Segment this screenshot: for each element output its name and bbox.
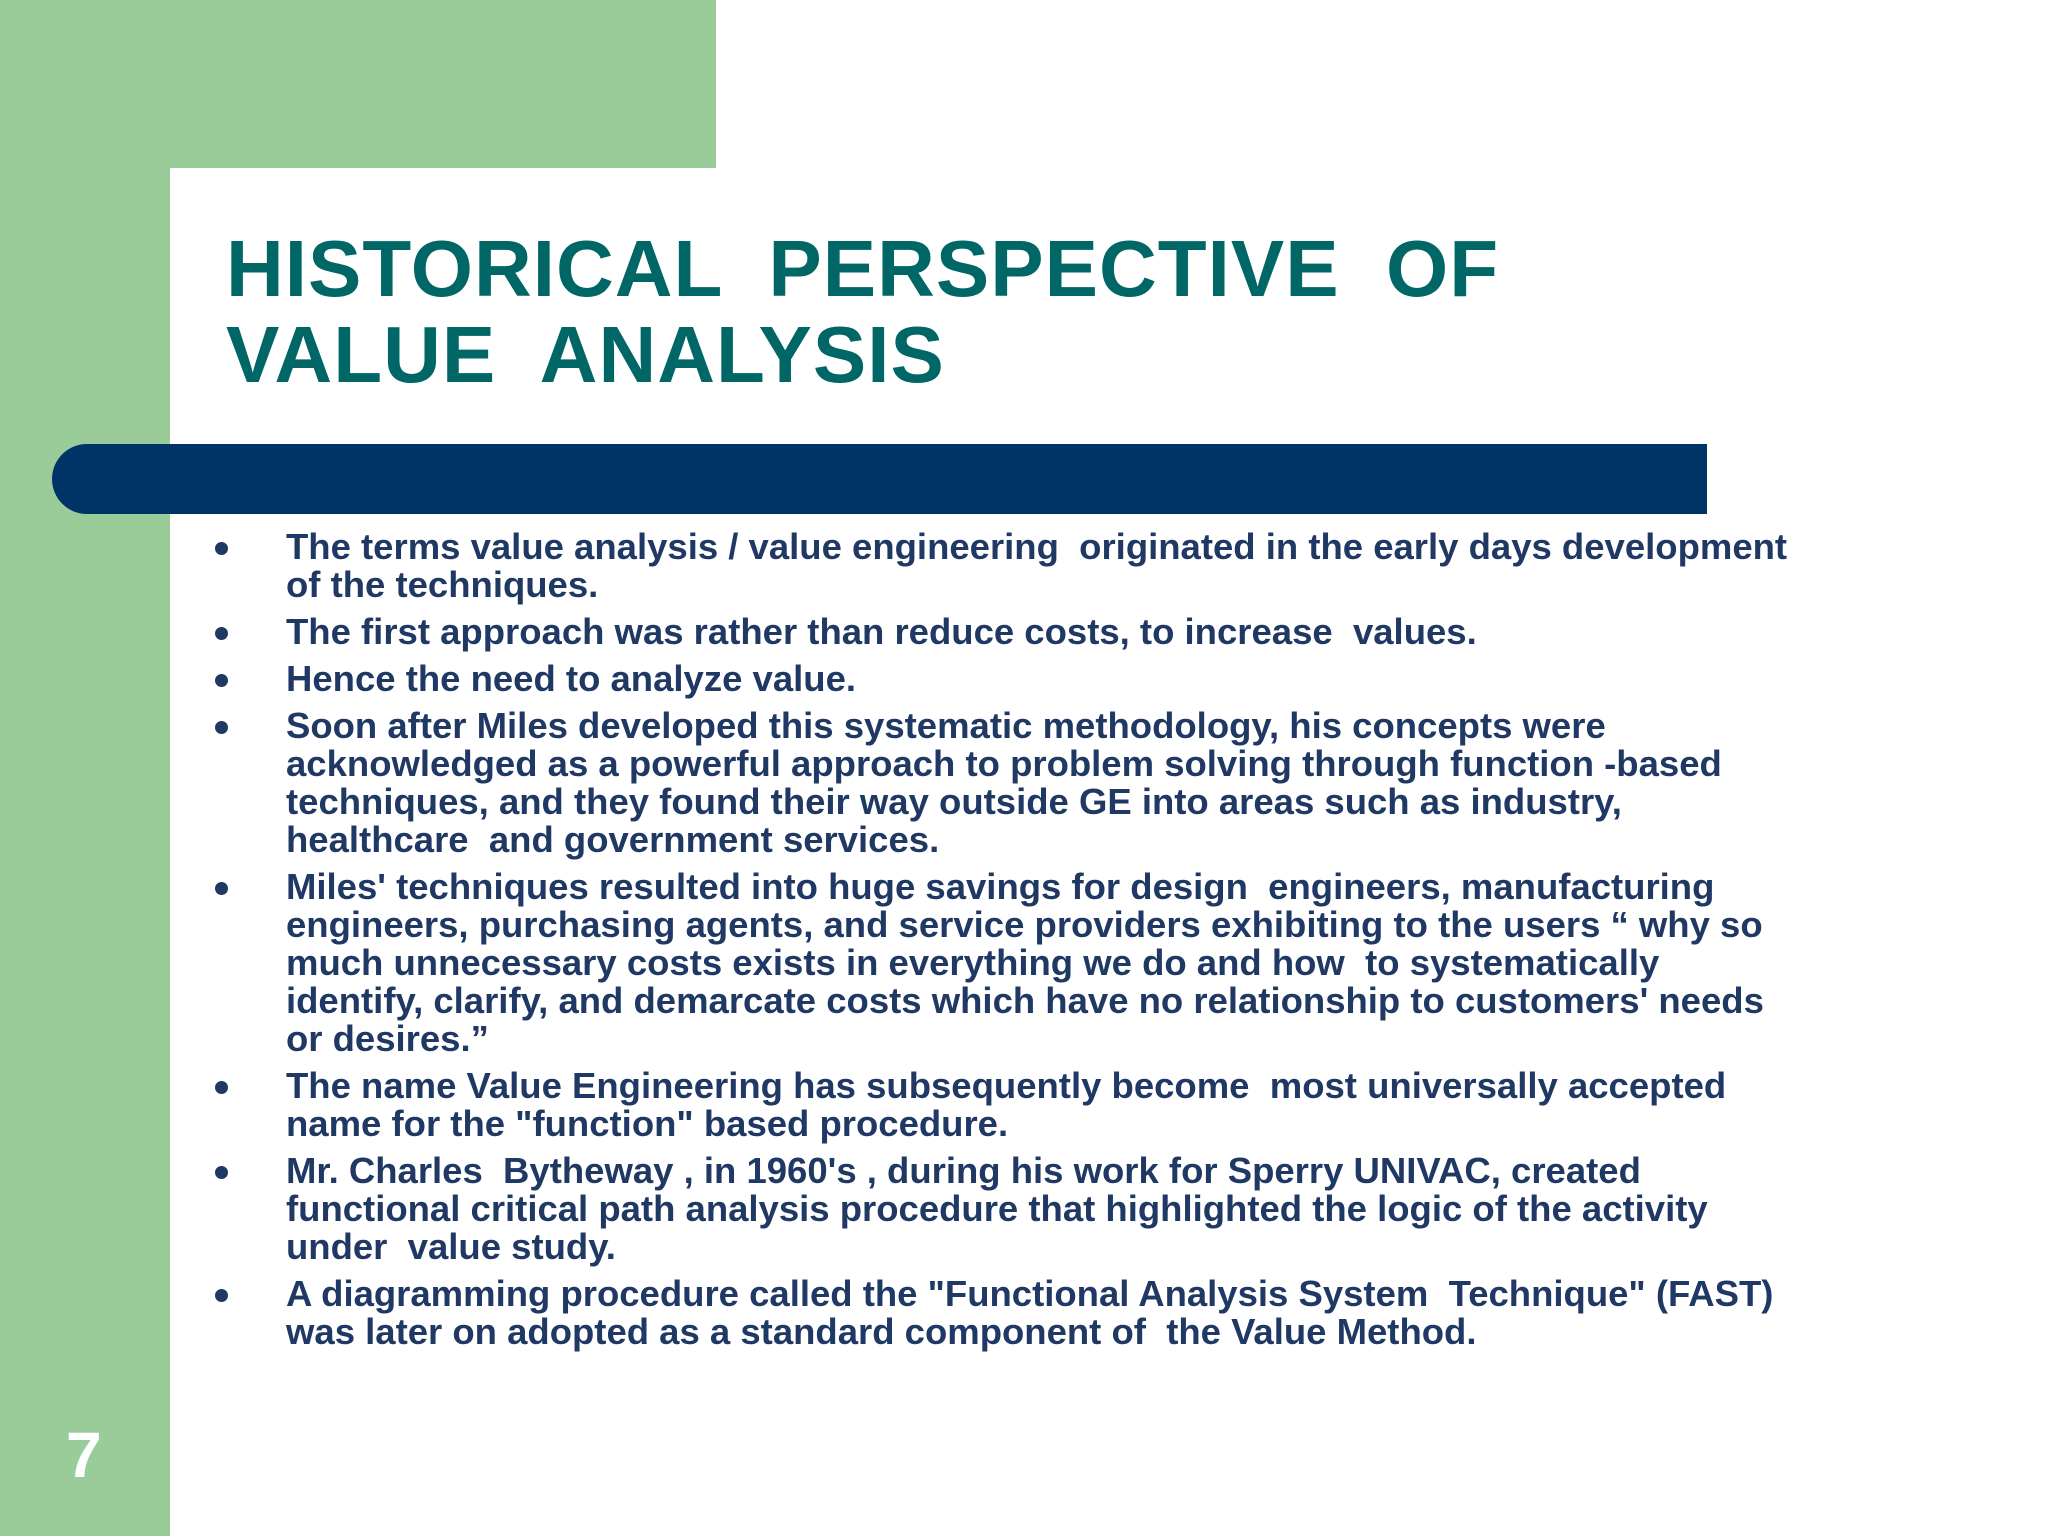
bullet-dot-icon [215, 1081, 228, 1094]
bullet-text-line: Soon after Miles developed this systematic methodology, his concepts were [286, 705, 1606, 746]
bullet-text [286, 613, 1936, 651]
bullet-text-line: much unnecessary costs exists in everything we do and how to systematically [286, 942, 1660, 983]
bullet-text [286, 660, 1936, 698]
bullet-item [196, 1275, 1936, 1351]
bullet-text-line: healthcare and government services. [286, 819, 940, 860]
bullet-text-line: Hence the need to analyze value. [286, 658, 857, 699]
bullet-text-line: The name Value Engineering has subsequently become most universally accepted [286, 1065, 1727, 1106]
bullet-text-line: The terms value analysis / value engineering originated in the early days development [286, 526, 1788, 567]
bullet-text-line: The first approach was rather than reduce costs, to increase values. [286, 611, 1477, 652]
bullet-text-line: Miles' techniques resulted into huge savings for design engineers, manufacturing [286, 866, 1715, 907]
bullet-text [286, 528, 1936, 604]
bullet-item [196, 613, 1936, 651]
bullet-item [196, 528, 1936, 604]
bullet-dot-icon [215, 542, 228, 555]
bullet-dot-icon [215, 674, 228, 687]
bullet-text-line: or desires.” [286, 1018, 489, 1059]
title-divider-bar [52, 444, 1707, 514]
bullet-list [196, 528, 1936, 1360]
bullet-item [196, 707, 1936, 859]
slide-title-line: VALUE ANALYSIS [226, 310, 945, 399]
bullet-text-line: under value study. [286, 1226, 616, 1267]
bullet-text-line: engineers, purchasing agents, and service providers exhibiting to the users “ why so [286, 904, 1763, 945]
bullet-dot-icon [215, 721, 228, 734]
bullet-text-line: of the techniques. [286, 564, 599, 605]
bullet-text-line: identify, clarify, and demarcate costs which have no relationship to customers' needs [286, 980, 1764, 1021]
bullet-text-line: acknowledged as a powerful approach to problem solving through function -based [286, 743, 1722, 784]
bullet-dot-icon [215, 627, 228, 640]
bullet-text-line: techniques, and they found their way outside GE into areas such as industry, [286, 781, 1622, 822]
bullet-text [286, 868, 1936, 1058]
slide-title [226, 226, 1526, 398]
bullet-text [286, 1275, 1936, 1351]
bullet-text-line: was later on adopted as a standard component of the Value Method. [286, 1311, 1477, 1352]
bullet-item [196, 1067, 1936, 1143]
bullet-text [286, 1152, 1936, 1266]
bullet-item [196, 868, 1936, 1058]
left-green-sidebar [0, 0, 170, 1536]
bullet-item [196, 1152, 1936, 1266]
bullet-text-line: name for the "function" based procedure. [286, 1103, 1009, 1144]
bullet-dot-icon [215, 1166, 228, 1179]
bullet-dot-icon [215, 882, 228, 895]
top-green-block [0, 0, 716, 168]
bullet-item [196, 660, 1936, 698]
bullet-dot-icon [215, 1289, 228, 1302]
bullet-text-line: A diagramming procedure called the "Functional Analysis System Technique" (FAST) [286, 1273, 1774, 1314]
slide-title-line: HISTORICAL PERSPECTIVE OF [226, 224, 1500, 313]
bullet-text-line: functional critical path analysis procedure that highlighted the logic of the activity [286, 1188, 1708, 1229]
bullet-text-line: Mr. Charles Bytheway , in 1960's , during his work for Sperry UNIVAC, created [286, 1150, 1641, 1191]
bullet-text [286, 1067, 1936, 1143]
slide-number: 7 [66, 1419, 102, 1491]
bullet-text [286, 707, 1936, 859]
